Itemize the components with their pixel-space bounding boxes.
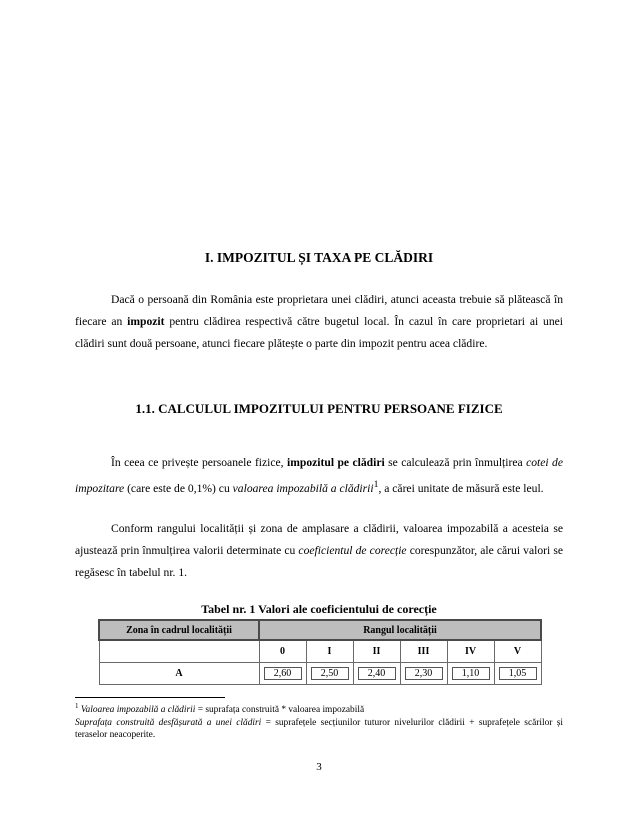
rank-cell: III <box>400 640 447 663</box>
value-cell <box>259 663 306 685</box>
footnote-definition: = suprafața construită * valoarea impozabilă <box>195 705 365 716</box>
footnote-line-1 <box>75 700 563 717</box>
value-cell <box>447 663 494 685</box>
rank-cell: II <box>353 640 400 663</box>
footnote-definition: = suprafețele secțiunilor tuturor nivelurilor clădirii + suprafețele scărilor și teraselor neacoperite. <box>75 717 563 741</box>
chapter-title: I. IMPOZITUL ȘI TAXA PE CLĂDIRI <box>204 250 434 265</box>
paragraph-intro <box>75 289 563 355</box>
value: 2,30 <box>405 667 443 680</box>
footnote-separator <box>75 697 225 698</box>
table-row <box>99 663 541 685</box>
rank-cell: V <box>494 640 541 663</box>
value-cell <box>494 663 541 685</box>
value-cell <box>353 663 400 685</box>
header-rank: Rangul localității <box>259 620 541 640</box>
zone-cell: A <box>99 663 259 685</box>
text: , a cărei unitate de măsură este leul. <box>378 481 544 495</box>
italic-term: cotei de impozitare <box>75 456 563 495</box>
footnote-term: Suprafața construită desfășurată a unei clădiri <box>75 717 262 728</box>
rank-cell: I <box>306 640 353 663</box>
footnote-reference: 1 <box>373 479 379 490</box>
italic-term: coeficientul de corecție <box>298 544 407 557</box>
header-zone: Zona în cadrul localității <box>99 620 259 640</box>
value: 2,60 <box>264 667 302 680</box>
coefficient-table <box>98 619 542 685</box>
value: 2,50 <box>311 667 349 680</box>
footnote-line-2 <box>75 717 563 742</box>
value: 1,10 <box>452 667 490 680</box>
paragraph-coefficient <box>75 518 563 584</box>
footnote-term: Valoarea impozabilă a clădirii <box>80 705 196 716</box>
text: (care este de 0,1%) cu <box>124 481 233 495</box>
rank-row <box>99 640 541 663</box>
text: În ceea ce privește persoanele fizice, <box>111 456 288 469</box>
section-title: 1.1. CALCULUL IMPOZITULUI PENTRU PERSOANE FIZICE <box>135 401 503 416</box>
table-caption: Tabel nr. 1 Valori ale coeficientului de corecție <box>201 602 437 616</box>
text: pentru clădirea respectivă către bugetul local. În cazul în care proprietari ai unei clădiri sunt două persoane, atunci fiecare plătește o parte din impozit pentru acea clădire. <box>75 315 563 350</box>
value-cell <box>306 663 353 685</box>
text: corespunzător, ale cărui valori se regăsesc în tabelul nr. 1. <box>75 544 563 579</box>
bold-term: impozitul pe clădiri <box>287 456 385 469</box>
value: 1,05 <box>499 667 537 680</box>
text: Conform rangului localității și zona de amplasare a clădirii, valoarea impozabilă a acesteia se ajustează prin înmulțirea valorii determinate cu <box>75 522 563 557</box>
text: se calculează prin înmulțirea <box>384 456 527 469</box>
footnote-number: 1 <box>75 702 79 710</box>
bold-term: impozit <box>127 315 165 328</box>
text: Dacă o persoană din România este proprietara unei clădiri, atunci aceasta trebuie să plătească în fiecare an <box>75 293 563 328</box>
value-cell <box>400 663 447 685</box>
paragraph-calculation <box>75 452 563 500</box>
table-header-row <box>99 620 541 640</box>
rank-cell: 0 <box>259 640 306 663</box>
italic-term: valoarea impozabilă a clădirii <box>232 481 374 495</box>
value: 2,40 <box>358 667 396 680</box>
rank-cell: IV <box>447 640 494 663</box>
page-number: 3 <box>316 761 322 773</box>
empty-cell <box>99 640 259 663</box>
footnote <box>75 700 563 742</box>
